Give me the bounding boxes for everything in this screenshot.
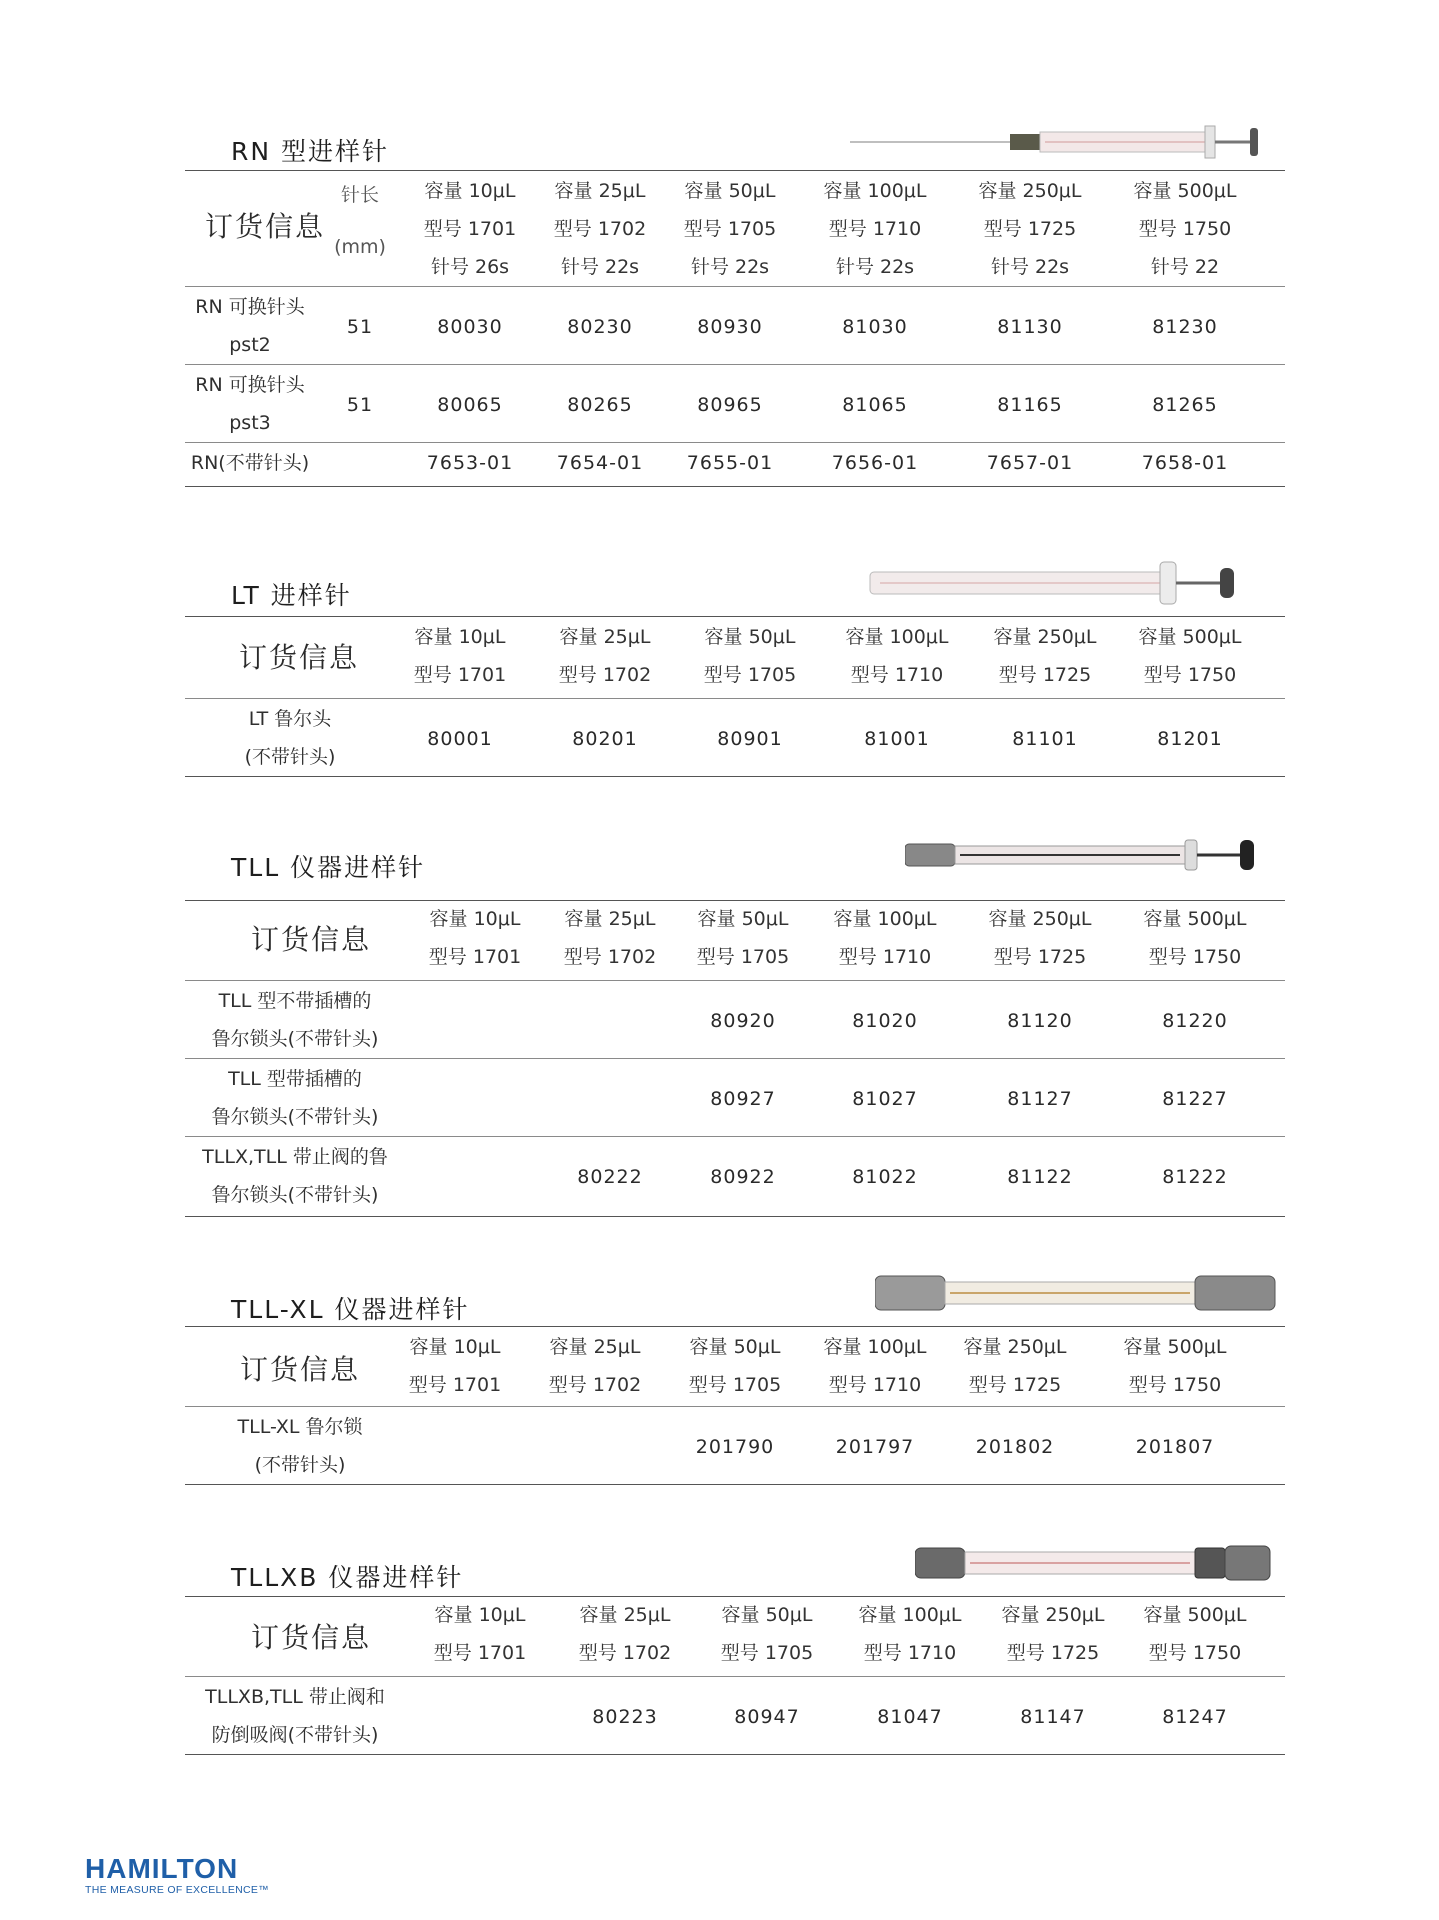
- hamilton-logo: [85, 1855, 269, 1896]
- table-cell: 7654-01: [556, 452, 644, 474]
- table-cell: 80930: [697, 316, 763, 338]
- row-label: TLL-XL 鲁尔锁 (不带针头): [237, 1416, 363, 1476]
- column-header-250ul: 容量 250μL 型号 1725: [1001, 1604, 1105, 1664]
- table-cell: 81120: [1007, 1010, 1073, 1032]
- table-cell: 80927: [710, 1088, 776, 1110]
- column-header-100ul: 容量 100μL 型号 1710: [823, 1336, 927, 1396]
- header-bottom-rule: [185, 1406, 1285, 1407]
- table-cell: 81020: [852, 1010, 918, 1032]
- section-title: RN 型进样针: [231, 137, 390, 166]
- table-bottom-rule: [185, 776, 1285, 777]
- column-header-250ul: 容量 250μL 型号 1725 针号 22s: [978, 180, 1082, 278]
- brand-tagline: THE MEASURE OF EXCELLENCE™: [85, 1884, 270, 1896]
- needle-length-header: 针长 (mm): [334, 184, 386, 258]
- row-label: RN(不带针头): [190, 452, 310, 474]
- row-label: LT 鲁尔头 (不带针头): [244, 708, 336, 768]
- order-info-label: 订货信息: [239, 641, 360, 674]
- table-cell: 80065: [437, 394, 503, 416]
- column-header-100ul: 容量 100μL 型号 1710: [845, 626, 949, 686]
- table-bottom-rule: [185, 1216, 1285, 1217]
- table-cell: 201807: [1135, 1436, 1215, 1458]
- table-cell: 7657-01: [986, 452, 1074, 474]
- table-cell: 81101: [1012, 728, 1078, 750]
- column-header-100ul: 容量 100μL 型号 1710: [833, 908, 937, 968]
- table-cell: 81147: [1020, 1706, 1086, 1728]
- row-label: RN 可换针头 pst3: [195, 374, 305, 434]
- tll-syringe-image: [905, 830, 1285, 880]
- section-tllxb: [185, 1538, 1285, 1768]
- header-bottom-rule: [185, 980, 1285, 981]
- header-bottom-rule: [185, 1676, 1285, 1677]
- order-info-label: 订货信息: [251, 923, 372, 956]
- row-label: TLLXB,TLL 带止阀和 防倒吸阀(不带针头): [205, 1686, 385, 1746]
- table-bottom-rule: [185, 486, 1285, 487]
- table-cell: 80030: [437, 316, 503, 338]
- row-label: RN 可换针头 pst2: [195, 296, 305, 356]
- column-header-500ul: 容量 500μL 型号 1750 针号 22: [1133, 180, 1237, 278]
- table-cell: 80947: [734, 1706, 800, 1728]
- table-cell: 80230: [567, 316, 633, 338]
- table-cell: 7658-01: [1141, 452, 1229, 474]
- table-bottom-rule: [185, 1754, 1285, 1755]
- section-title: LT 进样针: [231, 581, 352, 610]
- row-divider: [185, 442, 1285, 443]
- table-cell: 81247: [1162, 1706, 1228, 1728]
- column-header-50ul: 容量 50μL 型号 1705: [720, 1604, 814, 1664]
- column-header-25ul: 容量 25μL 型号 1702: [548, 1336, 642, 1396]
- rn-syringe-image: [850, 120, 1270, 170]
- table-cell: 81047: [877, 1706, 943, 1728]
- column-header-100ul: 容量 100μL 型号 1710: [858, 1604, 962, 1664]
- header-bottom-rule: [185, 698, 1285, 699]
- column-header-500ul: 容量 500μL 型号 1750: [1138, 626, 1242, 686]
- section-tll-xl: [185, 1268, 1285, 1498]
- column-header-50ul: 容量 50μL 型号 1705: [688, 1336, 782, 1396]
- needle-length-value: 51: [346, 316, 374, 338]
- table-cell: 80265: [567, 394, 633, 416]
- table-cell: 80965: [697, 394, 763, 416]
- column-header-250ul: 容量 250μL 型号 1725: [993, 626, 1097, 686]
- header-bottom-rule: [185, 286, 1285, 287]
- table-cell: 81201: [1157, 728, 1223, 750]
- column-header-500ul: 容量 500μL 型号 1750: [1143, 1604, 1247, 1664]
- column-header-50ul: 容量 50μL 型号 1705: [696, 908, 790, 968]
- column-header-25ul: 容量 25μL 型号 1702: [578, 1604, 672, 1664]
- table-bottom-rule: [185, 1484, 1285, 1485]
- tllxb-syringe-image: [915, 1538, 1295, 1588]
- section-title: TLLXB 仪器进样针: [231, 1563, 464, 1592]
- column-header-50ul: 容量 50μL 型号 1705 针号 22s: [683, 180, 777, 278]
- column-header-25ul: 容量 25μL 型号 1702: [558, 626, 652, 686]
- table-cell: 80920: [710, 1010, 776, 1032]
- header-top-rule: [185, 616, 1285, 617]
- table-cell: 80001: [427, 728, 493, 750]
- table-cell: 81130: [997, 316, 1063, 338]
- table-cell: 7656-01: [831, 452, 919, 474]
- table-cell: 81227: [1162, 1088, 1228, 1110]
- column-header-100ul: 容量 100μL 型号 1710 针号 22s: [823, 180, 927, 278]
- table-cell: 80222: [577, 1166, 643, 1188]
- column-header-250ul: 容量 250μL 型号 1725: [988, 908, 1092, 968]
- header-top-rule: [185, 1326, 1285, 1327]
- row-divider: [185, 364, 1285, 365]
- table-cell: 81030: [842, 316, 908, 338]
- column-header-500ul: 容量 500μL 型号 1750: [1143, 908, 1247, 968]
- brand-wordmark: HAMILTON: [85, 1853, 239, 1884]
- table-cell: 81165: [997, 394, 1063, 416]
- header-top-rule: [185, 170, 1285, 171]
- order-info-label: 订货信息: [251, 1621, 372, 1654]
- row-divider: [185, 1058, 1285, 1059]
- needle-length-value: 51: [346, 394, 374, 416]
- table-cell: 81027: [852, 1088, 918, 1110]
- table-cell: 80901: [717, 728, 783, 750]
- section-lt: [185, 548, 1285, 778]
- row-divider: [185, 1136, 1285, 1137]
- table-cell: 80201: [572, 728, 638, 750]
- column-header-250ul: 容量 250μL 型号 1725: [963, 1336, 1067, 1396]
- column-header-10ul: 容量 10μL 型号 1701: [408, 1336, 502, 1396]
- table-cell: 201802: [975, 1436, 1055, 1458]
- table-cell: 80223: [592, 1706, 658, 1728]
- column-header-50ul: 容量 50μL 型号 1705: [703, 626, 797, 686]
- table-cell: 7655-01: [686, 452, 774, 474]
- table-cell: 201790: [695, 1436, 775, 1458]
- column-header-10ul: 容量 10μL 型号 1701 针号 26s: [423, 180, 517, 278]
- table-cell: 7653-01: [426, 452, 514, 474]
- column-header-10ul: 容量 10μL 型号 1701: [413, 626, 507, 686]
- row-label: TLLX,TLL 带止阀的鲁 鲁尔锁头(不带针头): [202, 1146, 388, 1206]
- lt-syringe-image: [850, 554, 1270, 614]
- section-title: TLL 仪器进样针: [231, 853, 426, 882]
- table-cell: 81127: [1007, 1088, 1073, 1110]
- section-tll: [185, 830, 1285, 1230]
- section-rn: [185, 120, 1285, 490]
- table-cell: 81001: [864, 728, 930, 750]
- column-header-25ul: 容量 25μL 型号 1702 针号 22s: [553, 180, 647, 278]
- order-info-label: 订货信息: [240, 1353, 361, 1386]
- column-header-500ul: 容量 500μL 型号 1750: [1123, 1336, 1227, 1396]
- table-cell: 81222: [1162, 1166, 1228, 1188]
- tll-xl-syringe-image: [875, 1268, 1295, 1318]
- table-cell: 81122: [1007, 1166, 1073, 1188]
- column-header-10ul: 容量 10μL 型号 1701: [433, 1604, 527, 1664]
- table-cell: 81022: [852, 1166, 918, 1188]
- section-title: TLL-XL 仪器进样针: [231, 1295, 470, 1324]
- table-cell: 81220: [1162, 1010, 1228, 1032]
- row-label: TLL 型带插槽的 鲁尔锁头(不带针头): [211, 1068, 379, 1128]
- order-info-label: 订货信息: [205, 210, 326, 243]
- table-cell: 81065: [842, 394, 908, 416]
- column-header-25ul: 容量 25μL 型号 1702: [563, 908, 657, 968]
- table-cell: 201797: [835, 1436, 915, 1458]
- table-cell: 81265: [1152, 394, 1218, 416]
- table-cell: 81230: [1152, 316, 1218, 338]
- row-label: TLL 型不带插槽的 鲁尔锁头(不带针头): [211, 990, 379, 1050]
- table-cell: 80922: [710, 1166, 776, 1188]
- column-header-10ul: 容量 10μL 型号 1701: [428, 908, 522, 968]
